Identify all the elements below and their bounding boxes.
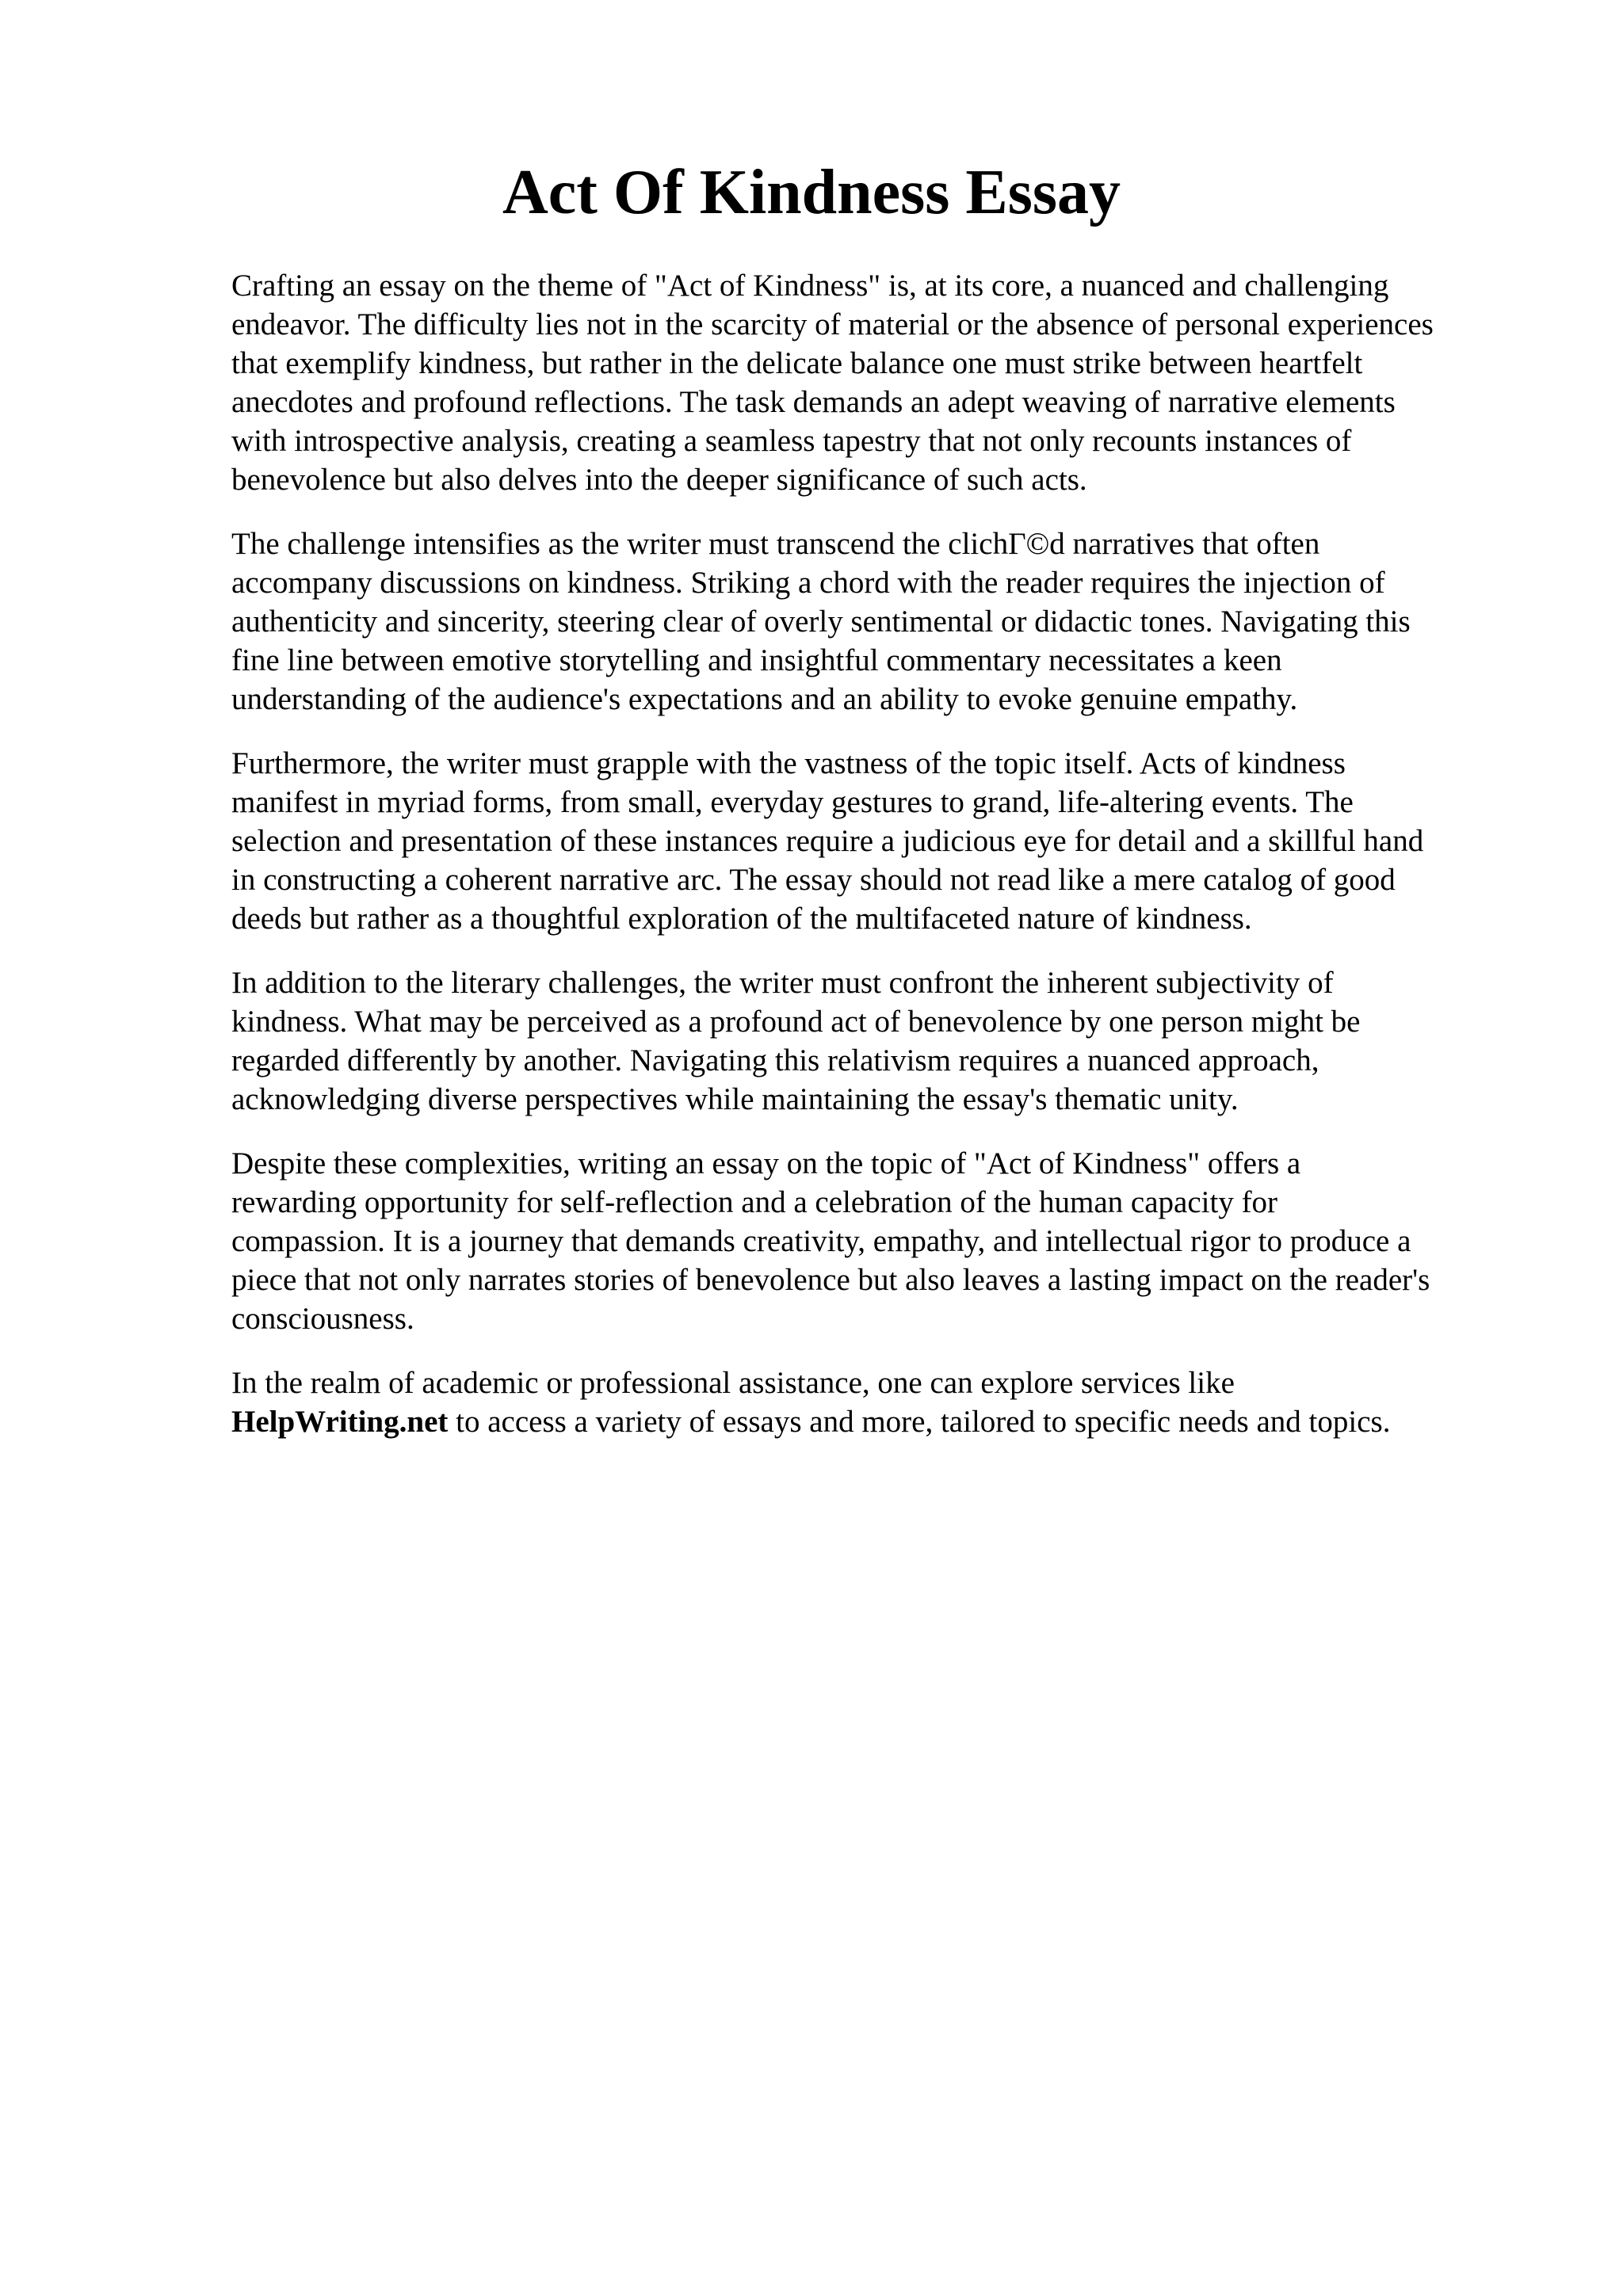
paragraph-line: selection and presentation of these instances require a judicious eye for detail and a skillful hand xyxy=(231,824,1424,858)
paragraph-line: kindness. What may be perceived as a profound act of benevolence by one person might be xyxy=(231,1005,1361,1039)
paragraph-line: regarded differently by another. Navigating this relativism requires a nuanced approach, xyxy=(231,1043,1319,1077)
paragraph-line: fine line between emotive storytelling and insightful commentary necessitates a keen xyxy=(231,643,1282,677)
closing-paragraph xyxy=(231,1363,1531,1441)
paragraph-line: authenticity and sincerity, steering clear of overly sentimental or didactic tones. Navigating this xyxy=(231,605,1411,639)
paragraph-line: compassion. It is a journey that demands creativity, empathy, and intellectual rigor to produce a xyxy=(231,1224,1411,1258)
paragraph-line: Despite these complexities, writing an essay on the topic of "Act of Kindness" offers a xyxy=(231,1146,1301,1180)
page-title: Act Of Kindness Essay xyxy=(502,158,1121,227)
paragraph-line: anecdotes and profound reflections. The task demands an adept weaving of narrative elements xyxy=(231,385,1396,419)
paragraph-line: piece that not only narrates stories of benevolence but also leaves a lasting impact on the reader's xyxy=(231,1263,1430,1297)
paragraph-line: endeavor. The difficulty lies not in the scarcity of material or the absence of personal experiences xyxy=(231,307,1434,341)
paragraph-line: with introspective analysis, creating a seamless tapestry that not only recounts instances of xyxy=(231,424,1352,458)
closing-line-rest: to access a variety of essays and more, tailored to specific needs and topics. xyxy=(448,1405,1391,1439)
paragraph-line: in constructing a coherent narrative arc. The essay should not read like a mere catalog of good xyxy=(231,863,1396,897)
paragraph-line: accompany discussions on kindness. Striking a chord with the reader requires the injection of xyxy=(231,566,1385,600)
paragraph-line: In addition to the literary challenges, the writer must confront the inherent subjectivity of xyxy=(231,966,1334,1000)
paragraph-2 xyxy=(231,524,1531,719)
paragraph-1 xyxy=(231,266,1531,499)
paragraph-5 xyxy=(231,1144,1531,1338)
paragraph-line: acknowledging diverse perspectives while maintaining the essay's thematic unity. xyxy=(231,1082,1239,1116)
paragraph-line: consciousness. xyxy=(231,1302,414,1336)
paragraph-line: benevolence but also delves into the deeper significance of such acts. xyxy=(231,463,1087,497)
paragraph-line xyxy=(231,1402,1531,1441)
helpwriting-link[interactable]: HelpWriting.net xyxy=(231,1405,449,1439)
paragraph-4 xyxy=(231,963,1531,1119)
paragraph-line: deeds but rather as a thoughtful exploration of the multifaceted nature of kindness. xyxy=(231,902,1252,936)
paragraph-line: Crafting an essay on the theme of "Act of Kindness" is, at its core, a nuanced and challenging xyxy=(231,269,1389,303)
paragraph-3 xyxy=(231,744,1531,938)
paragraph-line: The challenge intensifies as the writer must transcend the clichΓ©d narratives that often xyxy=(231,527,1320,561)
essay-body xyxy=(231,266,1531,1466)
paragraph-line: Furthermore, the writer must grapple with the vastness of the topic itself. Acts of kindness xyxy=(231,746,1346,780)
paragraph-line: understanding of the audience's expectations and an ability to evoke genuine empathy. xyxy=(231,682,1298,716)
paragraph-line: In the realm of academic or professional assistance, one can explore services like xyxy=(231,1366,1235,1400)
paragraph-line: rewarding opportunity for self-reflection and a celebration of the human capacity for xyxy=(231,1185,1278,1219)
paragraph-line: manifest in myriad forms, from small, everyday gestures to grand, life-altering events. The xyxy=(231,785,1354,819)
paragraph-line: that exemplify kindness, but rather in the delicate balance one must strike between heartfelt xyxy=(231,346,1363,380)
